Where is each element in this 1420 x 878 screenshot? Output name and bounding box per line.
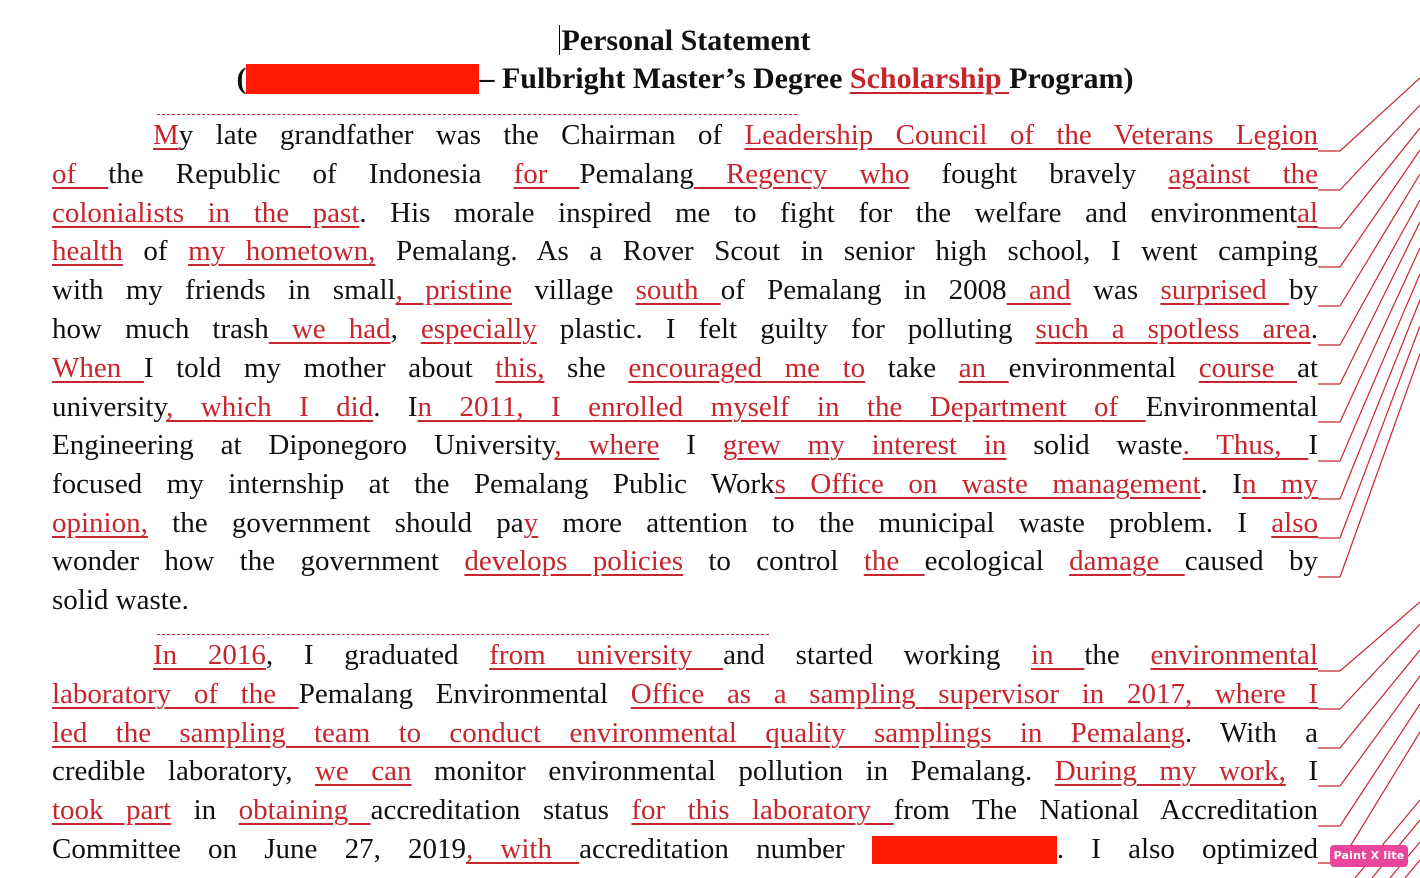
- tracked-insertion: . Thus,: [1182, 429, 1309, 461]
- tracked-insertion: , which I did: [166, 391, 374, 423]
- tracked-insertion: laboratory of the: [52, 678, 299, 710]
- text-run: caused by: [1184, 545, 1318, 577]
- tracked-insertion: course: [1198, 352, 1298, 384]
- tracked-insertion: this,: [495, 352, 545, 384]
- tracked-insertion: surprised: [1160, 274, 1290, 306]
- text-run: to control: [683, 545, 864, 577]
- tracked-insertion: obtaining: [238, 794, 371, 826]
- text-run: plastic. I felt guilty for polluting: [536, 313, 1036, 345]
- tracked-insertion: for this laboratory: [631, 794, 894, 826]
- text-run: . I: [373, 391, 418, 423]
- text-run: Committee on June 27, 2019: [52, 833, 466, 865]
- text-run: of: [122, 235, 189, 267]
- comment-connector: [1340, 248, 1420, 422]
- text-run: of Pemalang in 2008: [720, 274, 1007, 306]
- tracked-insertion: took part: [52, 794, 172, 826]
- cut-off-next-line: [52, 872, 1318, 878]
- text-run: I: [659, 429, 723, 461]
- tracked-insertion: y: [523, 507, 539, 539]
- tracked-insertion: grew my interest in: [722, 429, 1007, 461]
- tracked-insertion: , where: [554, 429, 660, 461]
- tracked-change-rule: [157, 634, 769, 635]
- tracked-insertion: s Office on waste management: [774, 468, 1201, 500]
- tracked-insertion: opinion,: [52, 507, 148, 539]
- text-run: .: [1310, 313, 1319, 345]
- text-run: accreditation status: [370, 794, 632, 826]
- tracked-insertion: develops policies: [464, 545, 683, 577]
- text-run: solid waste: [1006, 429, 1183, 461]
- text-run: how much trash: [52, 313, 269, 345]
- tracked-insertion: we had: [268, 313, 391, 345]
- tracked-insertion: south: [635, 274, 721, 306]
- tracked-insertion: n my: [1241, 468, 1318, 500]
- text-run: the government should pa: [147, 507, 524, 539]
- text-run: . With a: [1185, 717, 1318, 749]
- text-run: y late grandfather was the C: [178, 119, 581, 151]
- tracked-insertion: for: [513, 158, 580, 190]
- text-run: I: [1285, 755, 1318, 787]
- text-run: donesia: [392, 158, 514, 190]
- comment-connector: [1340, 354, 1420, 577]
- text-run: hairman of: [580, 119, 745, 151]
- tracked-insertion: such a spotless area: [1035, 313, 1311, 345]
- tracked-insertion: Leadership Council of the Veterans Legion: [744, 119, 1319, 151]
- tracked-insertion: in: [1031, 639, 1085, 671]
- comment-connector: [1340, 704, 1420, 826]
- tracked-insertion: colonialists in the past: [52, 197, 360, 229]
- tracked-insertion: M: [153, 119, 179, 151]
- tracked-insertion: and: [1006, 274, 1071, 306]
- text-run: and started working: [723, 639, 1032, 671]
- tracked-insertion: the: [863, 545, 925, 577]
- text-run: focused: [52, 468, 167, 500]
- comment-connector: [1340, 150, 1420, 267]
- comment-connector: [1340, 732, 1420, 863]
- tracked-insertion: we can: [314, 755, 412, 787]
- tracked-insertion: my hometown,: [188, 235, 376, 267]
- tracked-insertion: an: [958, 352, 1009, 384]
- text-run: I: [1308, 429, 1319, 461]
- text-run: ecological: [924, 545, 1070, 577]
- tracked-insertion: , pristine: [395, 274, 513, 306]
- text-run: from The National Accreditation: [893, 794, 1318, 826]
- text-run: ,: [285, 755, 315, 787]
- tracked-insertion: health: [52, 235, 123, 267]
- text-run: Engineering at Dipone: [52, 429, 354, 461]
- tracked-insertion: encouraged me to: [628, 352, 866, 384]
- tracked-insertion: led the sampling te: [52, 717, 335, 749]
- tracked-insertion: environmental: [1150, 639, 1318, 671]
- text-run: fought bravely: [909, 158, 1169, 190]
- tracked-insertion: In 2016: [153, 639, 266, 671]
- tracked-insertion: from university: [489, 639, 724, 671]
- comment-connector: [1340, 650, 1420, 748]
- tracked-insertion: , with: [466, 833, 580, 865]
- tracked-insertion: of: [52, 158, 109, 190]
- tracked-insertion: Regency who: [693, 158, 910, 190]
- text-run: Pemalang. As a Rover Scout in senior high school, I went camping: [375, 235, 1318, 267]
- text-run: was: [1070, 274, 1161, 306]
- tracked-insertion: Office as a sampling supervisor in 2017, where I: [630, 678, 1319, 710]
- tracked-insertion: damage: [1069, 545, 1185, 577]
- comment-connector: [1340, 174, 1420, 306]
- text-run: village: [512, 274, 636, 306]
- text-run: with my friends in small: [52, 274, 396, 306]
- text-run: credible lab: [52, 755, 204, 787]
- text-run: the Republic of In: [108, 158, 393, 190]
- text-run: solid waste.: [52, 584, 189, 616]
- text-run: by: [1289, 274, 1319, 306]
- tracked-insertion: When: [52, 352, 144, 384]
- text-run: monitor environmental pollution in Pemalang.: [411, 755, 1055, 787]
- text-run: oratory: [203, 755, 286, 787]
- comment-connector: [1340, 200, 1420, 345]
- text-run: take: [865, 352, 959, 384]
- text-run: Pemalang Environmental: [298, 678, 631, 710]
- text-run: . His morale inspired me to fight for the welfare and environment: [359, 197, 1298, 229]
- text-run: more attention to the municipal waste problem. I: [538, 507, 1272, 539]
- text-run: my internship at the Pemalang Public Work: [166, 468, 775, 500]
- tracked-insertion: also: [1271, 507, 1318, 539]
- tracked-insertion: al: [1297, 197, 1318, 229]
- comment-connector: [1340, 78, 1420, 151]
- text-run: how the government: [164, 545, 465, 577]
- text-run: goro University: [353, 429, 555, 461]
- text-run: at: [1297, 352, 1319, 384]
- comment-connector: [1340, 676, 1420, 786]
- text-run: Pemalang: [579, 158, 694, 190]
- text-run: she: [544, 352, 629, 384]
- text-run: wonder: [52, 545, 165, 577]
- text-run: Environmental: [1145, 391, 1318, 423]
- text-run: university: [52, 391, 167, 423]
- watermark-badge: Paint X lite: [1330, 845, 1408, 867]
- text-run: . I: [1200, 468, 1242, 500]
- tracked-insertion: especially: [420, 313, 537, 345]
- text-run: accreditation number: [579, 833, 872, 865]
- text-run: environmental: [1008, 352, 1199, 384]
- text-run: I told my mother ab: [143, 352, 436, 384]
- text-run: , I graduated: [265, 639, 490, 671]
- page-title: Personal Statement: [561, 24, 811, 57]
- tracked-insertion: n 2011, I enrolled myself in the Department of: [417, 391, 1146, 423]
- text-run: ,: [390, 313, 421, 345]
- comment-connector: [1340, 300, 1420, 499]
- tracked-insertion: During my work,: [1054, 755, 1286, 787]
- text-run: in: [171, 794, 239, 826]
- tracked-insertion: am to conduct environmental quality samplings in Pemalang: [334, 717, 1186, 749]
- text-run: the: [1084, 639, 1151, 671]
- text-run: . I also optimized: [1056, 833, 1319, 865]
- tracked-insertion: against the: [1168, 158, 1318, 190]
- page-subtitle: ( – Fulbright Master’s Degree Scholarship Program): [236, 62, 1134, 95]
- text-run: out: [435, 352, 496, 384]
- tracked-change-rule: [157, 114, 797, 115]
